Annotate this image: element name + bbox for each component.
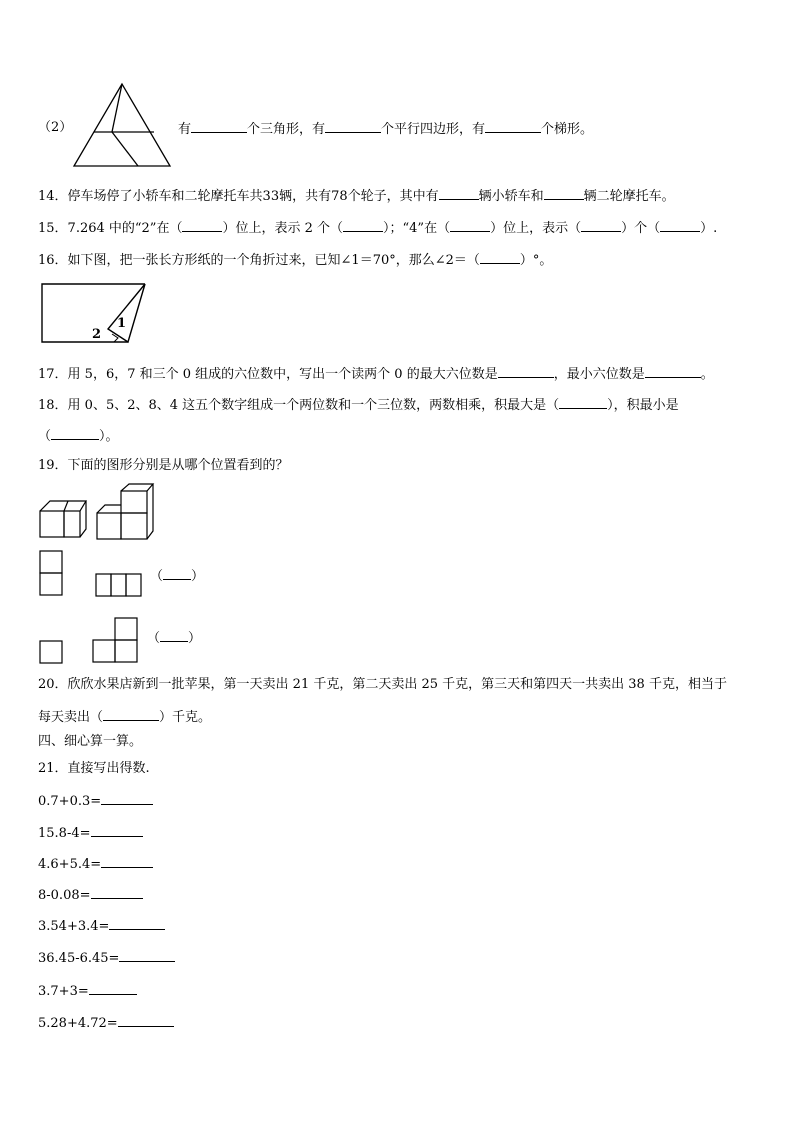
triangle-figure <box>72 82 172 168</box>
q18-text-d: ）。 <box>99 429 119 444</box>
q20-line-1 <box>38 676 727 694</box>
paren-open: （ <box>150 569 164 584</box>
q20-line-2 <box>38 707 211 727</box>
calc-item <box>38 948 175 968</box>
calc-item <box>38 885 143 905</box>
q15-text-c: ）；“4”在（ <box>383 221 451 236</box>
answer-blank[interactable] <box>660 218 700 232</box>
q17-text-c: 。 <box>700 367 714 382</box>
q17-line <box>38 364 714 384</box>
q19-answer-1 <box>150 566 204 586</box>
q13-text <box>178 119 593 139</box>
q13-text-c: 个平行四边形，有 <box>381 122 486 137</box>
q17-text-b: ，最小六位数是 <box>553 367 645 382</box>
q14-text-c: 辆二轮摩托车。 <box>583 189 675 204</box>
q13-text-d: 个梯形。 <box>541 122 594 137</box>
answer-blank[interactable] <box>559 395 607 409</box>
paren-close: ） <box>188 631 202 646</box>
answer-blank[interactable] <box>480 250 520 264</box>
answer-blank[interactable] <box>101 791 153 805</box>
calc-expression: 5.28+4.72= <box>38 1016 118 1031</box>
q16-text-b: ）°。 <box>519 253 553 268</box>
calc-expression: 36.45-6.45= <box>38 951 120 966</box>
q14-text-a: 14．停车场停了小轿车和二轮摩托车共33辆，共有78个轮子，其中有 <box>38 189 439 204</box>
calc-expression: 15.8-4= <box>38 826 91 841</box>
answer-blank[interactable] <box>343 218 383 232</box>
answer-blank[interactable] <box>51 426 99 440</box>
q18-text-c: （ <box>38 429 52 444</box>
q19-text: 19．下面的图形分别是从哪个位置看到的？ <box>38 458 289 473</box>
calc-expression: 0.7+0.3= <box>38 794 102 809</box>
answer-blank[interactable] <box>191 119 247 133</box>
answer-blank[interactable] <box>325 119 381 133</box>
view-column-two <box>39 550 65 598</box>
calc-expression: 8-0.08= <box>38 888 91 903</box>
answer-blank[interactable] <box>645 364 701 378</box>
calc-expression: 4.6+5.4= <box>38 857 102 872</box>
calc-item <box>38 823 143 843</box>
answer-blank[interactable] <box>103 707 159 721</box>
answer-blank[interactable] <box>450 218 490 232</box>
section-4-title <box>38 733 142 751</box>
q17-text-a: 17．用 5，6，7 和三个 0 组成的六位数中，写出一个读两个 0 的最大六位数是 <box>38 367 498 382</box>
q15-line <box>38 218 717 238</box>
calc-item <box>38 981 137 1001</box>
q20-text-a: 20．欣欣水果店新到一批苹果，第一天卖出 21 千克，第二天卖出 25 千克，第三天和第四天一共卖出 38 千克，相当于 <box>38 677 727 692</box>
answer-blank[interactable] <box>160 628 188 642</box>
angle-2-label: 2 <box>92 327 102 342</box>
q13-text-a: 有 <box>178 122 192 137</box>
q15-text-b: ）位上，表示 2 个（ <box>222 221 344 236</box>
view-row-three <box>95 573 145 599</box>
q16-line <box>38 250 552 270</box>
angle-1-label: 1 <box>117 316 127 331</box>
calc-item <box>38 916 165 936</box>
cube-solid-left <box>38 497 88 539</box>
q15-text-f: ）. <box>700 221 718 236</box>
answer-blank[interactable] <box>101 854 153 868</box>
calc-item <box>38 791 153 811</box>
cube-solid-right <box>95 483 157 541</box>
answer-blank[interactable] <box>498 364 554 378</box>
q19-answer-2 <box>147 628 201 648</box>
answer-blank[interactable] <box>89 981 137 995</box>
q15-text-a: 15．7.264 中的“2”在（ <box>38 221 183 236</box>
answer-blank[interactable] <box>119 948 175 962</box>
calc-item <box>38 854 153 874</box>
calc-expression: 3.7+3= <box>38 984 89 999</box>
answer-blank[interactable] <box>182 218 222 232</box>
q13-text-b: 个三角形，有 <box>247 122 326 137</box>
calc-item <box>38 1013 174 1033</box>
answer-blank[interactable] <box>581 218 621 232</box>
q21-title-text: 21．直接写出得数. <box>38 761 150 776</box>
answer-blank[interactable] <box>109 916 165 930</box>
q16-text-a: 16．如下图，把一张长方形纸的一个角折过来，已知∠1＝70°，那么∠2＝（ <box>38 253 480 268</box>
q19-line <box>38 457 289 475</box>
q13-label: （2） <box>38 120 73 135</box>
answer-blank[interactable] <box>91 885 143 899</box>
folded-paper-figure <box>40 282 150 344</box>
q15-text-d: ）位上，表示（ <box>490 221 582 236</box>
paren-close: ） <box>191 569 205 584</box>
q20-text-c: ）千克。 <box>159 710 212 725</box>
answer-blank[interactable] <box>485 119 541 133</box>
view-single-square <box>39 640 65 666</box>
answer-blank[interactable] <box>118 1013 174 1027</box>
q18-text-b: ），积最小是 <box>607 398 679 413</box>
q14-line <box>38 186 675 206</box>
q18-text-a: 18．用 0、5、2、8、4 这五个数字组成一个两位数和一个三位数，两数相乘，积最大是（ <box>38 398 560 413</box>
paren-open: （ <box>147 631 161 646</box>
answer-blank[interactable] <box>91 823 143 837</box>
q21-title <box>38 760 150 778</box>
calc-expression: 3.54+3.4= <box>38 919 110 934</box>
q15-text-e: ）个（ <box>621 221 661 236</box>
answer-blank[interactable] <box>163 566 191 580</box>
answer-blank[interactable] <box>439 186 479 200</box>
q20-text-b: 每天卖出（ <box>38 710 104 725</box>
q13-line <box>38 119 72 137</box>
q18-line-1 <box>38 395 679 415</box>
section-4-title-text: 四、细心算一算。 <box>38 734 143 749</box>
q18-line-2 <box>38 426 119 446</box>
view-l-shape <box>91 617 141 667</box>
q14-text-b: 辆小轿车和 <box>478 189 544 204</box>
answer-blank[interactable] <box>544 186 584 200</box>
